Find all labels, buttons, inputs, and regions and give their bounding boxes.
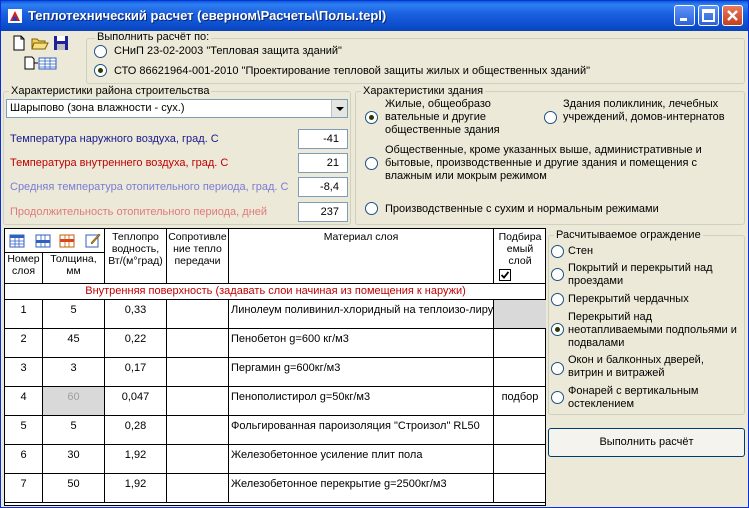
- enclosure-skylights-radio[interactable]: [551, 391, 564, 404]
- cell-resistance[interactable]: [167, 474, 229, 503]
- cell-thickness[interactable]: 60: [43, 387, 105, 416]
- enclosure-windows-label: Окон и балконных дверей, витрин и витражей: [568, 354, 704, 379]
- cell-selected[interactable]: [494, 445, 546, 474]
- cell-conductivity[interactable]: 0,22: [105, 329, 167, 358]
- enclosure-skylights-label: Фонарей с вертикальным остеклением: [568, 385, 699, 410]
- cell-material[interactable]: Железобетонное усиление плит пола: [229, 445, 494, 474]
- building-residential-radio[interactable]: [365, 111, 378, 124]
- location-value: Шарыпово (зона влажности - сух.): [10, 102, 185, 114]
- minimize-button[interactable]: [674, 5, 695, 26]
- cell-resistance[interactable]: [167, 416, 229, 445]
- building-public-humid-label: Общественные, кроме указанных выше, административные и бытовые, производственные и другие здания и помещения с влажным или мокрым режимом: [385, 144, 702, 182]
- cell-material[interactable]: Железобетонное перекрытие g=2500кг/м3: [229, 474, 494, 503]
- close-button[interactable]: [722, 5, 743, 26]
- cell-conductivity[interactable]: 0,047: [105, 387, 167, 416]
- cell-conductivity[interactable]: 0,17: [105, 358, 167, 387]
- cell-resistance[interactable]: [167, 329, 229, 358]
- region-label: Характеристики района строительства: [11, 85, 210, 97]
- cell-thickness[interactable]: 30: [43, 445, 105, 474]
- cell-resistance[interactable]: [167, 300, 229, 329]
- avg-temp-label: Средняя температура отопительного периода, град. С: [10, 181, 289, 193]
- standard-sto-label: СТО 86621964-001-2010 "Проектирование тепловой защиты жилых и общественных зданий": [114, 65, 590, 77]
- cell-num[interactable]: 4: [5, 387, 43, 416]
- building-industrial-label: Производственные с сухим и нормальным режимами: [385, 203, 659, 215]
- indoor-temp-field[interactable]: 21: [298, 153, 348, 173]
- cell-conductivity[interactable]: 0,28: [105, 416, 167, 445]
- cell-material[interactable]: Фольгированная пароизоляция "Строизол" RL50: [229, 416, 494, 445]
- enclosure-basement-radio[interactable]: [551, 323, 564, 336]
- cell-thickness[interactable]: 5: [43, 300, 105, 329]
- cell-thickness[interactable]: 3: [43, 358, 105, 387]
- cell-conductivity[interactable]: 1,92: [105, 474, 167, 503]
- standard-snip-radio[interactable]: [94, 45, 107, 58]
- outdoor-temp-label: Температура наружного воздуха, град. С: [10, 133, 219, 145]
- enclosure-walls-radio[interactable]: [551, 245, 564, 258]
- open-folder-icon[interactable]: [31, 35, 49, 54]
- cell-num[interactable]: 6: [5, 445, 43, 474]
- app-icon: [7, 8, 23, 24]
- icon-header-cell: [5, 229, 105, 253]
- cell-selected[interactable]: [494, 329, 546, 358]
- cell-selected[interactable]: [494, 474, 546, 503]
- cell-conductivity[interactable]: 1,92: [105, 445, 167, 474]
- standard-snip-label: СНиП 23-02-2003 "Тепловая защита зданий": [114, 45, 342, 57]
- building-public-humid-radio[interactable]: [365, 157, 378, 170]
- export-table-icon[interactable]: [24, 55, 58, 74]
- building-clinic-radio[interactable]: [544, 111, 557, 124]
- standard-sto-radio[interactable]: [94, 64, 107, 77]
- cell-thickness[interactable]: 5: [43, 416, 105, 445]
- enclosure-roofs-radio[interactable]: [551, 268, 564, 281]
- building-residential-label: Жилые, общеобразо вательные и другие общественные здания: [385, 98, 500, 136]
- building-industrial-radio[interactable]: [365, 202, 378, 215]
- calc-standard-label: Выполнить расчёт по:: [97, 31, 210, 43]
- checkbox-checked-icon[interactable]: [499, 269, 511, 284]
- avg-temp-field[interactable]: -8,4: [298, 177, 348, 197]
- enclosure-roofs-label: Покрытий и перекрытий над проездами: [568, 262, 713, 287]
- cell-resistance[interactable]: [167, 358, 229, 387]
- maximize-button[interactable]: [698, 5, 719, 26]
- cell-material[interactable]: Линолеум поливинил-хлоридный на теплоизо-лиру: [229, 300, 494, 329]
- enclosure-attic-label: Перекрытий чердачных: [568, 293, 689, 305]
- layers-table: [4, 228, 546, 506]
- save-icon[interactable]: [53, 35, 69, 54]
- new-file-icon[interactable]: [11, 35, 27, 54]
- cell-num[interactable]: 1: [5, 300, 43, 329]
- enclosure-windows-radio[interactable]: [551, 362, 564, 375]
- building-label: Характеристики здания: [363, 85, 484, 97]
- header-material: Материал слоя: [229, 229, 494, 284]
- cell-selected[interactable]: [494, 358, 546, 387]
- header-resistance: Сопротивле ние тепло передачи: [167, 229, 229, 284]
- header-thickness: Толщина, мм: [43, 253, 105, 284]
- cell-material[interactable]: Пенополистирол g=50кг/м3: [229, 387, 494, 416]
- duration-label: Продолжительность отопительного периода, дней: [10, 206, 268, 218]
- cell-resistance[interactable]: [167, 445, 229, 474]
- cell-thickness[interactable]: 50: [43, 474, 105, 503]
- header-num: Номер слоя: [5, 253, 43, 284]
- outdoor-temp-field[interactable]: -41: [298, 129, 348, 149]
- indoor-temp-label: Температура внутреннего воздуха, град. С: [10, 157, 229, 169]
- enclosure-label: Расчитываемое ограждение: [556, 229, 701, 241]
- location-select[interactable]: [6, 99, 348, 118]
- header-selected: Подбира емый слой: [494, 229, 546, 284]
- title-bar: [1, 1, 748, 31]
- duration-field[interactable]: 237: [298, 202, 348, 222]
- cell-material[interactable]: Пергамин g=600кг/м3: [229, 358, 494, 387]
- cell-material[interactable]: Пенобетон g=600 кг/м3: [229, 329, 494, 358]
- enclosure-basement-label: Перекрытий над неотапливаемыми подпольями и подвалами: [568, 311, 737, 349]
- cell-selected[interactable]: [494, 416, 546, 445]
- cell-num[interactable]: 7: [5, 474, 43, 503]
- enclosure-attic-radio[interactable]: [551, 293, 564, 306]
- cell-selected[interactable]: подбор: [494, 387, 546, 416]
- cell-conductivity[interactable]: 0,33: [105, 300, 167, 329]
- run-calculation-button[interactable]: Выполнить расчёт: [548, 428, 745, 457]
- enclosure-walls-label: Стен: [568, 245, 594, 257]
- cell-thickness[interactable]: 45: [43, 329, 105, 358]
- chevron-down-icon[interactable]: [331, 100, 347, 117]
- cell-selected[interactable]: [494, 300, 546, 329]
- header-conductivity: Теплопро водность, Вт/(м°град): [105, 229, 167, 284]
- cell-resistance[interactable]: [167, 387, 229, 416]
- window-title: Теплотехнический расчет (еверном\Расчеты\Полы.tepl): [28, 8, 387, 23]
- cell-num[interactable]: 2: [5, 329, 43, 358]
- cell-num[interactable]: 3: [5, 358, 43, 387]
- building-clinic-label: Здания поликлиник, лечебных учреждений, домов-интернатов: [563, 98, 725, 123]
- cell-num[interactable]: 5: [5, 416, 43, 445]
- inner-surface-row: Внутренняя поверхность (задавать слои начиная из помещения к наружи): [5, 284, 546, 300]
